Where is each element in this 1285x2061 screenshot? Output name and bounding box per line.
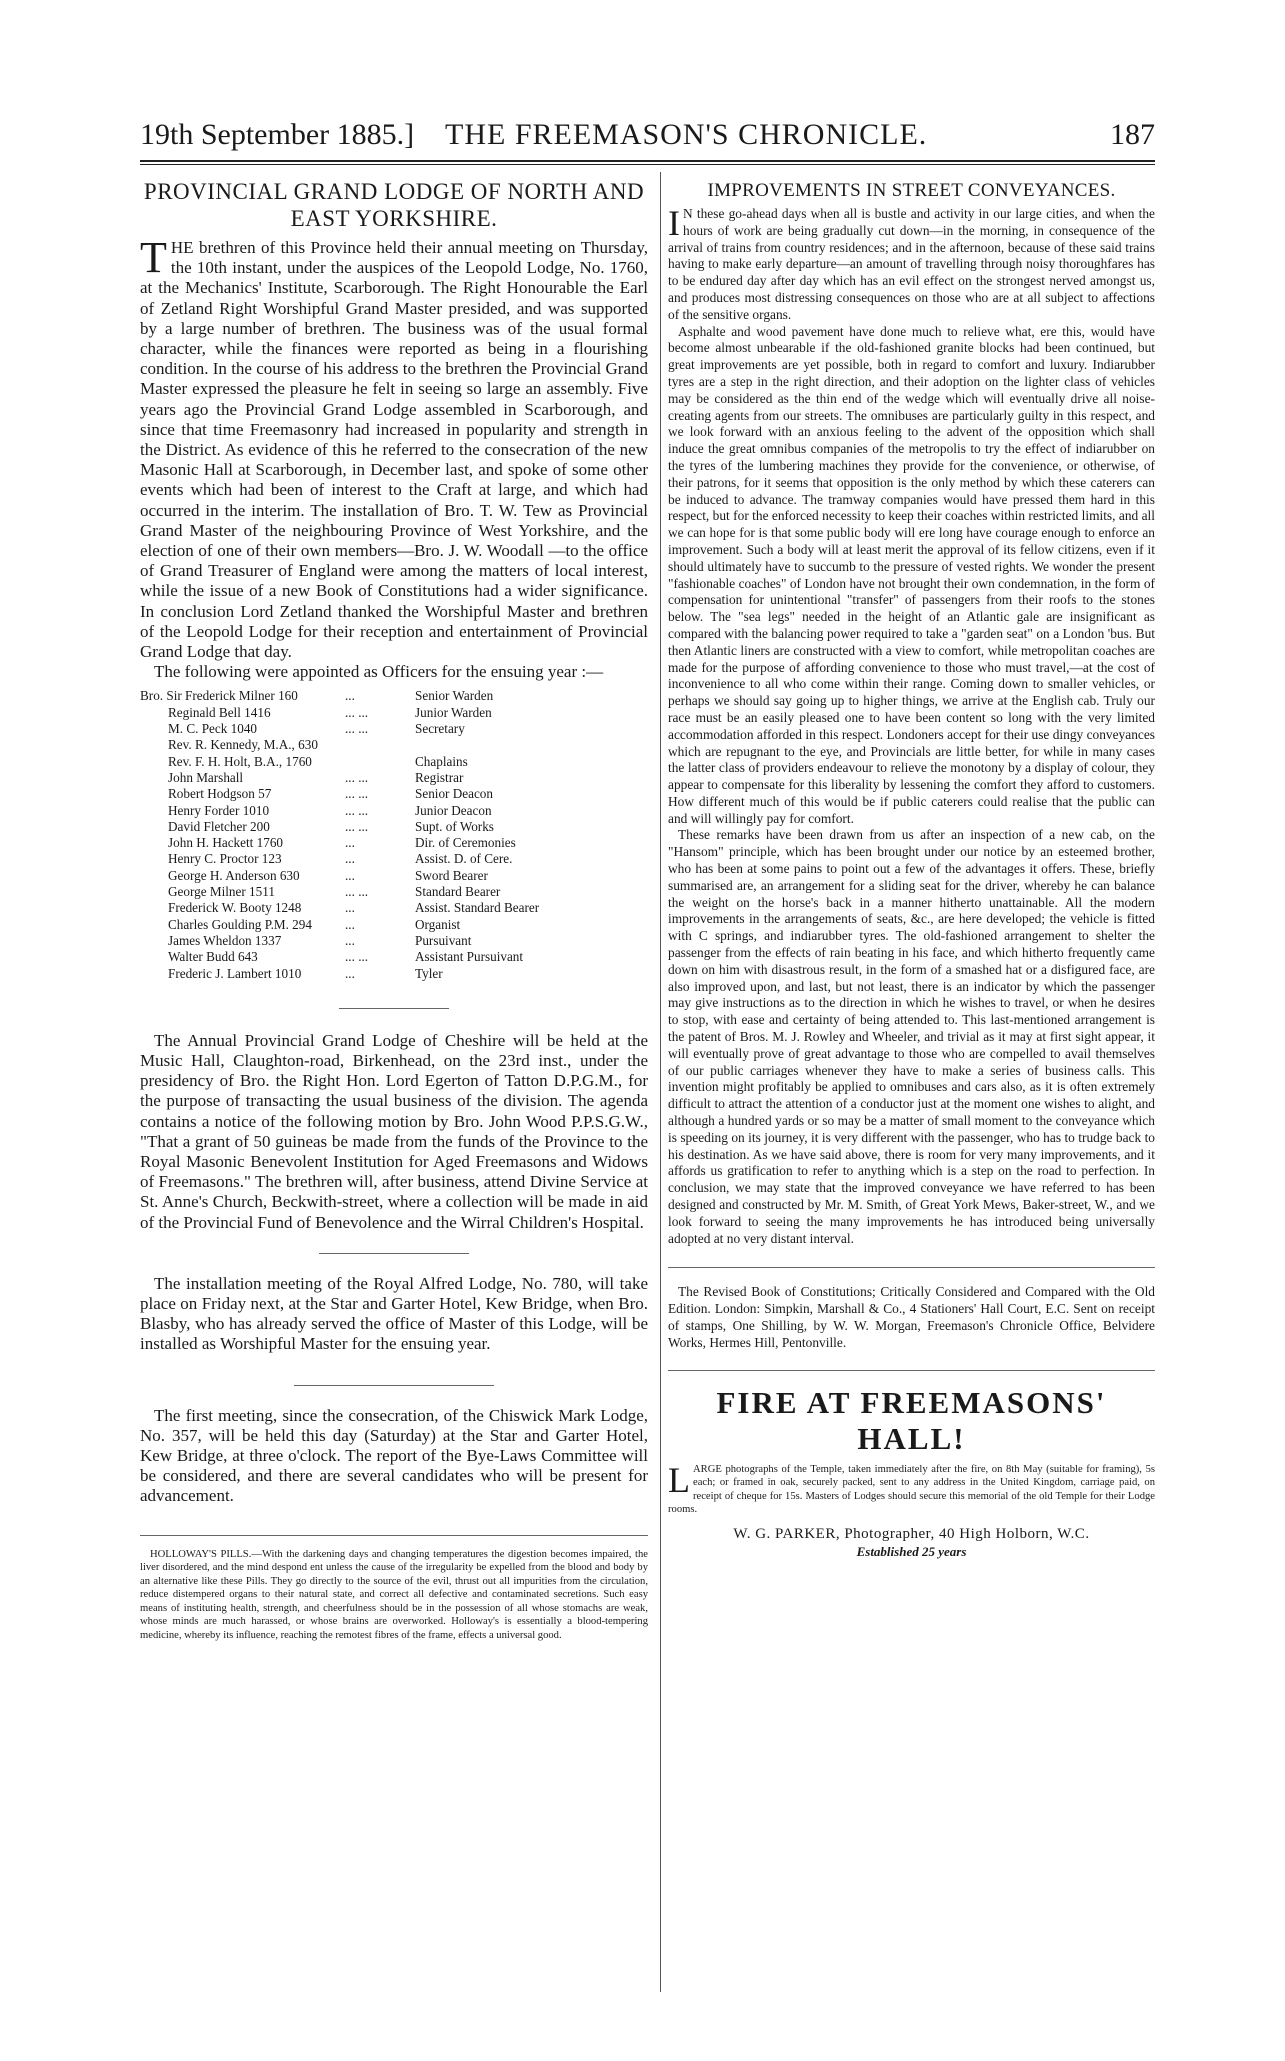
officer-office: Assist. Standard Bearer (415, 900, 540, 916)
officer-dots: ... (345, 916, 355, 932)
officer-office: Registrar (415, 769, 464, 785)
officer-row (140, 835, 648, 851)
officer-office: Supt. of Works (415, 818, 494, 834)
article-body-yorkshire: THE brethren of this Province held their annual meeting on Thursday, the 10th instant, under the auspices of the Leopold Lodge, No. 1760, at the Mechanics' Institute, Scarborough. The Right Honourable the Earl of Zetland Right Worshipful Grand Master presided, and was supported by a large number of brethren. The business was of the usual formal character, while the finances were reported as being in a flourishing condition. In the course of his address to the brethren the Provincial Grand Master expressed the pleasure he felt in seeing so large an assembly. Five years ago the Provincial Grand Lodge assembled in Scarborough, and since that time Freemasonry had increased in popularity and strength in the District. As evidence of this he referred to the consecration of the new Masonic Hall at Scarborough, in December last, and spoke of some other events which had been of interest to the Craft at large, and which had occurred in the interim. The installation of Bro. T. W. Tew as Provincial Grand Master of the neighbouring Province of West Yorkshire, and the election of one of their own members—Bro. J. W. Woodall —to the office of Grand Treasurer of England were among the matters of local interest, while the issue of a new Book of Constitutions had a wider significance. In conclusion Lord Zetland thanked the Worshipful Master and brethren of the Leopold Lodge for their reception and entertainment of Provincial Grand Lodge that day. (140, 233, 648, 662)
officer-dots: ... ... (345, 949, 369, 965)
officer-office: Organist (415, 916, 461, 932)
officer-office: Standard Bearer (415, 884, 501, 900)
masthead-title: THE FREEMASON'S CHRONICLE. (445, 118, 928, 151)
separator (668, 1267, 1155, 1268)
officer-name: John Marshall (168, 769, 244, 785)
officer-row (140, 786, 648, 802)
officers-table (140, 688, 648, 981)
officer-name: David Fletcher 200 (168, 818, 270, 834)
royal-alfred-notice: The installation meeting of the Royal Alfred Lodge, No. 780, will take place on Friday next, at the Star and Garter Hotel, Kew Bridge, when Bro. Blasby, who has already served the office of Master of this Lodge, will be installed as Worshipful Master for the ensuing year. (140, 1273, 648, 1354)
cheshire-notice: The Annual Provincial Grand Lodge of Cheshire will be held at the Music Hall, Claughton-road, Birkenhead, on the 23rd inst., under the presidency of Bro. the Right Hon. Lord Egerton of Tatton D.P.G.M., for the purpose of transacting the usual business of the division. The agenda contains a notice of the following motion by Bro. John Wood P.P.S.G.W., "That a grant of 50 guineas be made from the funds of the Province to the Royal Masonic Benevolent Institution for Aged Freemasons and Widows of Freemasons." The brethren will, after business, attend Divine Service at St. Anne's Church, Beckwith-street, where a collection will be made in aid of the Provincial Fund of Benevolence and the Wirral Children's Hospital. (140, 1030, 648, 1232)
officer-dots (345, 754, 415, 770)
officer-name: Frederick W. Booty 1248 (168, 900, 302, 916)
issue-date: 19th September 1885.] (140, 118, 415, 151)
officer-dots: ... ... (345, 802, 369, 818)
officer-dots: ... (345, 900, 355, 916)
officer-office: Secretary (415, 721, 465, 737)
officer-row (140, 884, 648, 900)
officer-name: Henry Forder 1010 (168, 802, 270, 818)
officer-name: Walter Budd 643 (168, 949, 258, 965)
officer-row (140, 819, 648, 835)
officer-name: Bro. Sir Frederick Milner 160 (140, 688, 298, 704)
officer-row (140, 868, 648, 884)
holloway-advert: HOLLOWAY'S PILLS.—With the darkening days and changing temperatures the digestion becomes impaired, the liver disordered, and the mind despond ent unless the cause of the irregularity be expelled from the blood and body by an alternative like these Pills. They go directly to the source of the evil, thrust out all impurities from the circulation, reduce distempered organs to their natural state, and correct all defective and contaminated secretions. Such easy means of instituting health, strength, and cheerfulness should be in the possession of all whose stomachs are weak, whose minds are much harassed, or whose brains are overworked. Holloway's is essentially a blood-tempering medicine, whereby its influence, reaching the remotest fibres of the frame, effects a universal good. (140, 1548, 648, 1641)
officer-row (140, 933, 648, 949)
officer-row (140, 705, 648, 721)
drop-cap: I (668, 203, 680, 243)
drop-cap: T (140, 233, 167, 282)
officer-row (140, 688, 648, 704)
officer-name: John H. Hackett 1760 (168, 835, 284, 851)
officer-row (140, 754, 648, 770)
officer-dots (345, 737, 415, 753)
officer-office: Senior Warden (415, 688, 494, 704)
officer-row (140, 770, 648, 786)
conveyances-para-1: I N these go-ahead days when all is bustle and activity in our large cities, and when the hours of work are being gradually cut down—in the morning, in consequence of the arrival of trains from country residences; and in the afternoon, because of these said trains having to make early departure—an amount of travelling through noisy thoroughfares has to be endured day after day which has an evil effect on the strongest nerved amongst us, and produces most distressing consequences on those who are at all subject to affections of the sensitive organs. (668, 203, 1155, 322)
officer-row (140, 851, 648, 867)
book-notice: The Revised Book of Constitutions; Critically Considered and Compared with the Old Edition. London: Simpkin, Marshall & Co., 4 Stationers' Hall Court, E.C. Sent on receipt of stamps, One Shilling, by W. W. Morgan, Freemason's Chronicle Office, Belvidere Works, Hermes Hill, Pentonville. (668, 1284, 1155, 1350)
officer-name: Frederic J. Lambert 1010 (168, 965, 302, 981)
officer-office: Chaplains (415, 753, 468, 769)
officer-dots: ... ... (345, 818, 369, 834)
officer-name: M. C. Peck 1040 (168, 721, 258, 737)
officer-office: Dir. of Ceremonies (415, 835, 516, 851)
article-heading-yorkshire: PROVINCIAL GRAND LODGE OF NORTH AND EAST YORKSHIRE. (143, 179, 645, 231)
page-number: 187 (1110, 118, 1155, 151)
officer-name: Reginald Bell 1416 (168, 704, 271, 720)
officer-row (140, 949, 648, 965)
officer-row (140, 721, 648, 737)
header-rule-thin (140, 164, 1155, 165)
officer-office: Senior Deacon (415, 786, 493, 802)
header-rule (140, 160, 1155, 162)
separator (668, 1370, 1155, 1371)
officer-dots: ... (345, 851, 355, 867)
established-line: Established 25 years (856, 1543, 967, 1559)
officer-name: George H. Anderson 630 (168, 867, 300, 883)
officer-name: Rev. R. Kennedy, M.A., 630 (168, 737, 318, 753)
officer-name: Henry C. Proctor 123 (168, 851, 282, 867)
officer-dots: ... (345, 932, 355, 948)
right-column (668, 180, 1155, 1560)
officer-office (415, 737, 648, 753)
officer-name: Rev. F. H. Holt, B.A., 1760 (168, 753, 312, 769)
chiswick-notice: The first meeting, since the consecration, of the Chiswick Mark Lodge, No. 357, will be held this day (Saturday) at the Star and Garter Hotel, Kew Bridge, at three o'clock. The report of the Bye-Laws Committee will be considered, and there are several candidates who will be present for advancement. (140, 1405, 648, 1506)
running-header (140, 118, 1155, 158)
separator (319, 1253, 469, 1254)
officer-row (140, 900, 648, 916)
officer-office: Pursuivant (415, 932, 472, 948)
officer-office: Sword Bearer (415, 867, 488, 883)
officer-dots: ... ... (345, 769, 369, 785)
officer-row (140, 737, 648, 753)
officer-dots: ... (345, 965, 355, 981)
fire-heading: FIRE AT FREEMASONS' HALL! (716, 1384, 1107, 1456)
officer-office: Junior Deacon (415, 802, 492, 818)
officer-dots: ... (345, 835, 355, 851)
officer-row (140, 966, 648, 982)
conveyances-para-2: Asphalte and wood pavement have done much to relieve what, ere this, would have become almost unbearable if the old-fashioned granite blocks had been continued, but great improvements are yet possible, both in regard to comfort and luxury. Indiarubber tyres are a step in the right direction, and their adoption on the lighter class of vehicles may be considered as the thin end of the wedge which will eventually drive all noise-creating agents from our streets. The omnibuses are particularly guilty in this respect, and we look forward with an anxious feeling to the advent of the opposition which shall induce the great omnibus companies of the metropolis to try the effect of indiarubber on the tyres of the lumbering machines they provide for the convenience, or otherwise, of their patrons, for it seems that opposition is the only method by which these caterers can be induced to advance. The tramway companies would have pressed them hard in this respect, but for the enforced necessity to keep their coaches within restricted limits, and all we can hope for is that some public body will ere long have courage enough to enforce an improvement. Such a body will at least merit the approval of its fellow citizens, even if it should ultimately have to succumb to the pressure of vested rights. We wonder the present "fashionable coaches" of London have not brought their own condemnation, in the form of compensation for unintentional "transfer" of passengers from their roofs to the stones below. The "sea legs" needed in the height of an Atlantic gale are insignificant as compared with the balancing power required to take a "garden seat" on a London 'bus. But then Atlantic liners are constructed with a view to comfort, while metropolitan coaches are made for the purpose of affording convenience to those who must travel,—at the cost of inconvenience to all who come within their range. Coming down to smaller vehicles, or perhaps we should say going up to higher things, we arrive at the English cab. Truly our race must be an easily pleased one to have been content so long with the very limited accommodation afforded in this respect. Londoners accept for their use dingy conveyances which are repugnant to the eye, and Provincials are little better, for while in many cases the latter class of providers endeavour to relieve the monotony by a display of colour, they appear to compensate for this liberality by lessening the comfort they afford to customers. How different much of this would be if public caterers could realise that the public can and will willingly pay for comfort. (668, 323, 1155, 826)
officer-office: Assistant Pursuivant (415, 949, 524, 965)
officer-name: George Milner 1511 (168, 884, 275, 900)
officer-row (140, 917, 648, 933)
column-divider (660, 172, 661, 1992)
officer-office: Assist. D. of Cere. (415, 851, 513, 867)
officer-name: Robert Hodgson 57 (168, 786, 272, 802)
officer-row (140, 803, 648, 819)
left-column (140, 178, 648, 1642)
officer-dots: ... ... (345, 884, 369, 900)
officer-dots: ... ... (345, 704, 369, 720)
officer-name: Charles Goulding P.M. 294 (168, 916, 312, 932)
separator (294, 1385, 494, 1386)
officer-dots: ... ... (345, 721, 369, 737)
article-heading-conveyances: IMPROVEMENTS IN STREET CONVEYANCES. (707, 180, 1116, 201)
parker-address: W. G. PARKER, Photographer, 40 High Holborn, W.C. (733, 1525, 1090, 1542)
fire-advert: LARGE photographs of the Temple, taken immediately after the fire, on 8th May (suitable for framing), 5s each; or framed in oak, securely packed, sent to any address in the United Kingdom, carriage paid, on receipt of cheque for 15s. Masters of Lodges should secure this memorial of the old Temple for their Lodge rooms. (668, 1459, 1155, 1516)
officer-name: James Wheldon 1337 (168, 932, 282, 948)
officer-dots: ... (345, 688, 355, 704)
officer-office: Tyler (415, 965, 443, 981)
separator (339, 1008, 449, 1009)
officer-dots: ... (345, 867, 355, 883)
officer-office: Junior Warden (415, 704, 492, 720)
officer-dots: ... ... (345, 786, 369, 802)
conveyances-para-3: These remarks have been drawn from us after an inspection of a new cab, on the "Hansom" principle, which has been brought under our notice by an esteemed brother, who has been at some pains to point out a few of the advantages it offers. These, briefly summarised are, an arrangement for a sliding seat for the driver, whereby he can balance the weight on the horse's back in a manner hitherto unattainable. All the modern improvements in the arrangements of seats, &c., are here developed; the vehicle is fitted with C springs, and indiarubber tyres. The old-fashioned arrangement to shelter the passenger from the effects of rain beating in his face, and which hitherto frequently came down on him with disastrous result, in the form of a smashed hat or a disfigured face, are also improved upon, and last, but not least, there is an indicator by which the passenger may give instructions as to the direction in which he wishes to travel, or when he desires to stop, with ease and certainty of being attended to. This last-mentioned arrangement is the patent of Bros. M. J. Rowley and Wheeler, and trivial as it may at first sight appear, it will eventually prove of great advantage to those who are compelled to avail themselves of our public carriages whenever they have to make a series of business calls. This invention might profitably be applied to omnibuses and cars also, as it is often extremely difficult to attract the attention of a conductor just at the moment one wishes to alight, and although a hundred yards or so may be a matter of small moment to the conveyance which is speeding on its journey, it is very different with the passenger, who has to trudge back to his destination. As we have said above, there is room for very many improvements, and it affords us gratification to refer to anything which is a step on the road to perfection. In conclusion, we may state that the improved conveyance we have referred to has been designed and constructed by Mr. M. Smith, of Great York Mews, Baker-street, W., and we look forward to seeing the many improvements he has introduced being universally adopted at no very distant interval. (668, 827, 1155, 1246)
separator (140, 1535, 648, 1536)
officers-intro: The following were appointed as Officers for the ensuing year :— (154, 662, 604, 682)
drop-cap: L (668, 1459, 690, 1500)
